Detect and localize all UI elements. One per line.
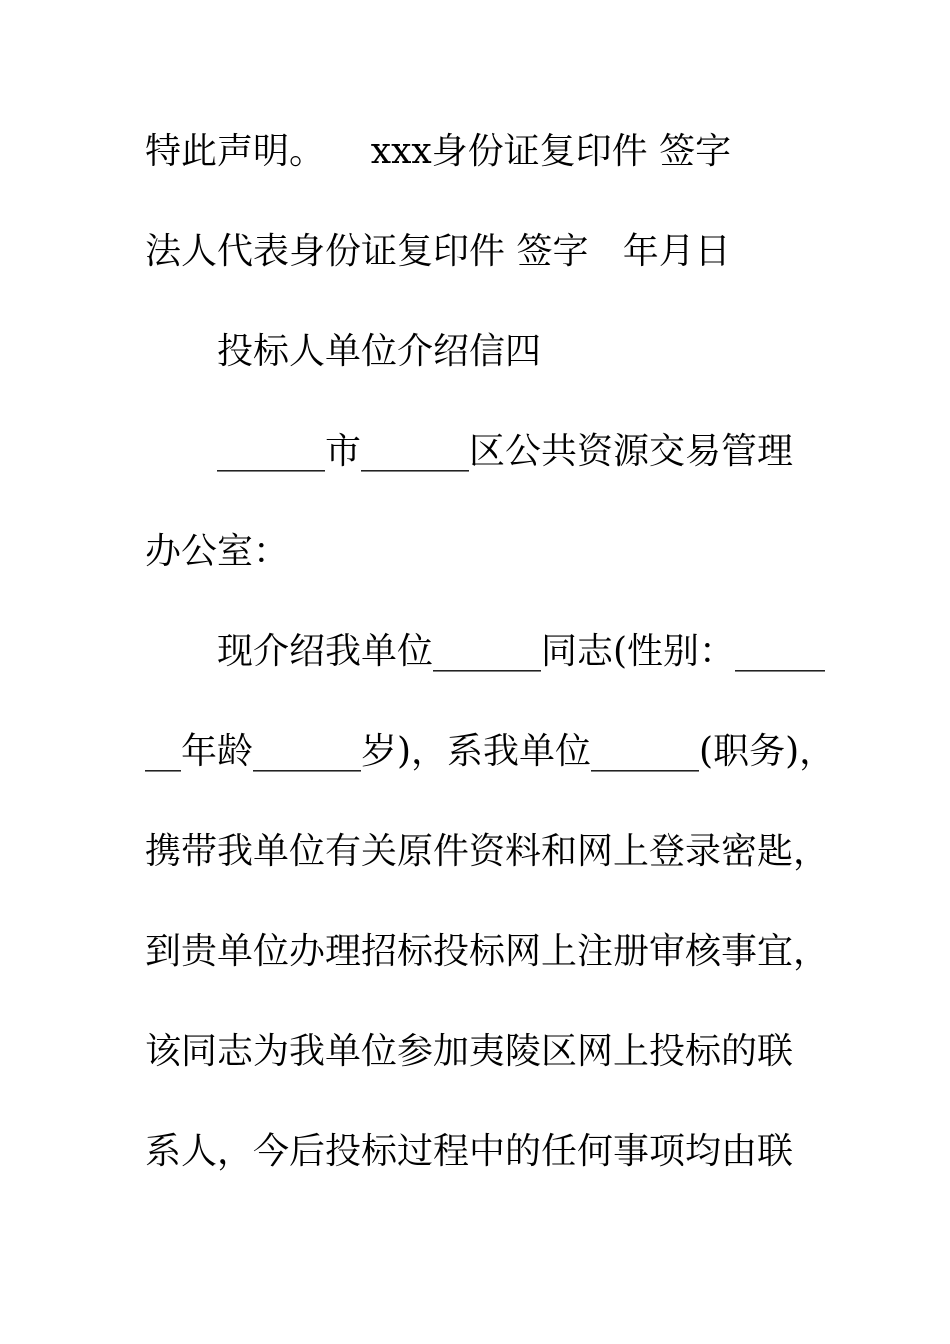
legal-rep-signature-date-line: 法人代表身份证复印件 签字 年月日 [145, 231, 731, 272]
addressee-line: ______市______区公共资源交易管理 [217, 431, 794, 472]
body-paragraph-line: 该同志为我单位参加夷陵区网上投标的联 [145, 1031, 794, 1072]
body-paragraph-line: 携带我单位有关原件资料和网上登录密匙， [145, 831, 830, 872]
addressee-office-line: 办公室： [145, 531, 290, 572]
body-paragraph-line: 系人，今后投标过程中的任何事项均由联 [145, 1131, 794, 1172]
body-paragraph-line: __年龄______岁)，系我单位______(职务)， [145, 731, 836, 772]
body-paragraph-line: 现介绍我单位______同志(性别：_____ [217, 631, 826, 672]
declaration-signature-line: 特此声明。 xxx身份证复印件 签字 [145, 131, 732, 172]
section-title: 投标人单位介绍信四 [217, 331, 542, 372]
body-paragraph-line: 到贵单位办理招标投标网上注册审核事宜， [145, 931, 830, 972]
